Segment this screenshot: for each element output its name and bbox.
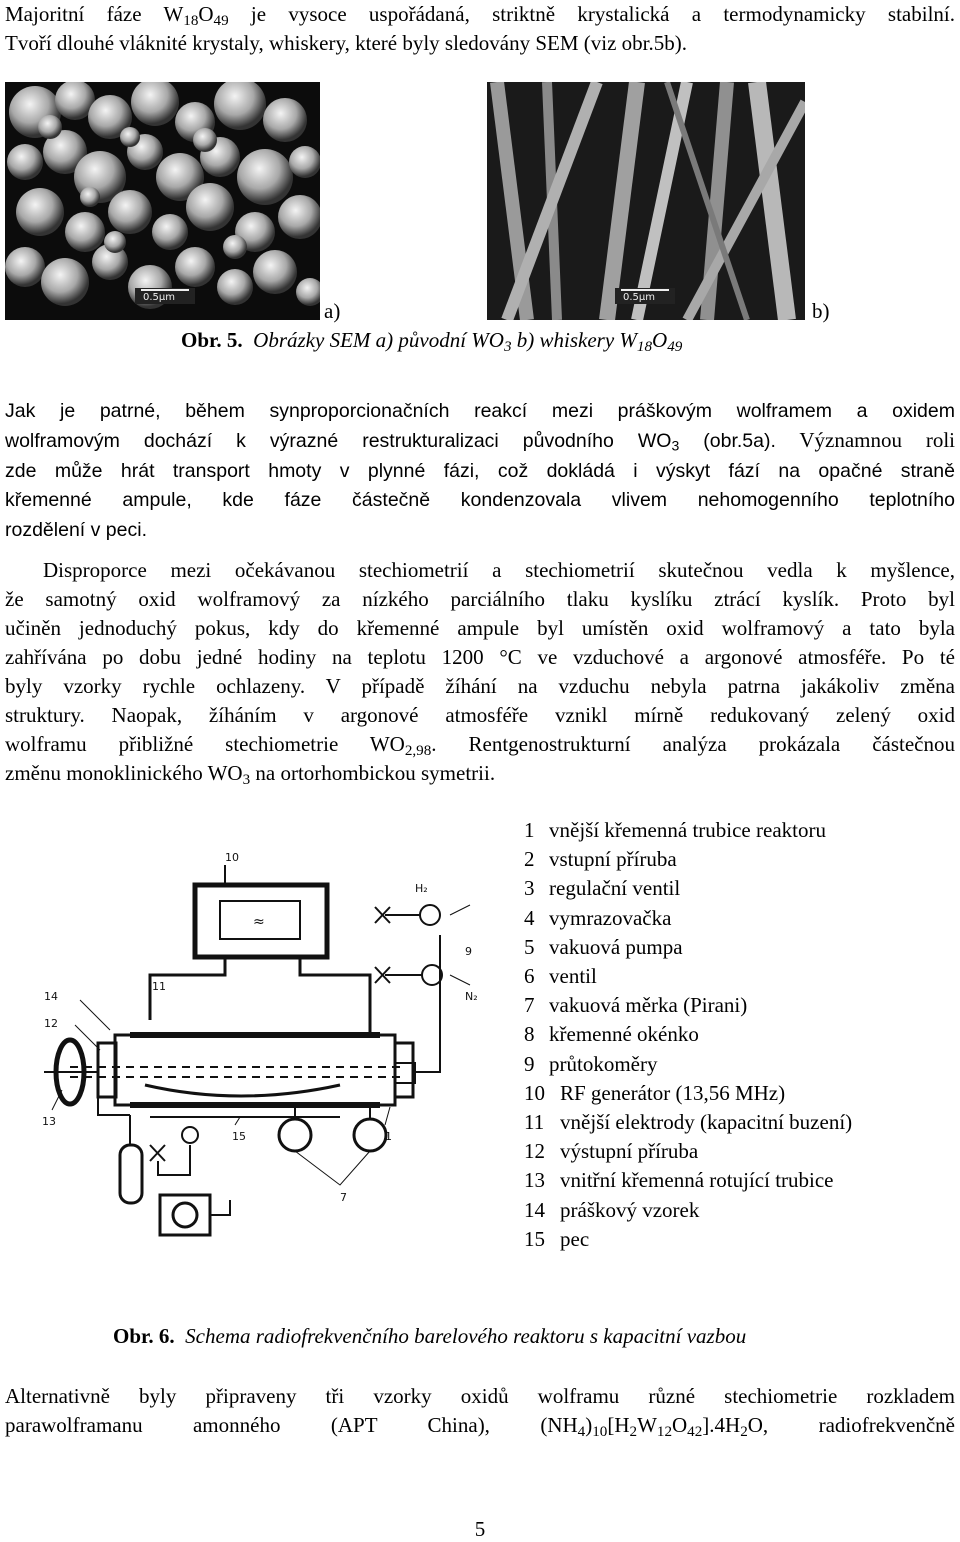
legend-number: 5 (524, 934, 535, 959)
reactor-schematic-drawing (40, 845, 510, 1245)
p2-line-2: že samotný oxid wolframový za nízkého parciálního tlaku kyslíku ztrácí kyslík. Proto byl (5, 587, 955, 611)
sem-image-a (5, 82, 320, 320)
legend-number: 8 (524, 1022, 535, 1047)
legend-text: regulační ventil (549, 876, 681, 901)
legend-item-6 (524, 962, 944, 991)
fig5-caption-number: Obr. 5. (181, 328, 243, 352)
legend-item-15 (524, 1225, 944, 1254)
p1-line-2: wolframovým dochází k výrazné restrukturalizaci původního $WO_3$ (obr.5a). Významnou roli (5, 428, 955, 454)
legend-item-1 (524, 816, 944, 845)
reactor-legend (524, 816, 944, 1254)
legend-number: 11 (524, 1110, 545, 1135)
intro-line-1: Majoritní fáze $W_{18}O_{49}$ je vysoce uspořádaná, striktně krystalická a termodynamicky stabilní. (5, 2, 955, 29)
scale-bar-b-label: 0.5μm (623, 292, 656, 303)
legend-text: vymrazovačka (549, 905, 672, 930)
legend-number: 6 (524, 964, 535, 989)
legend-text: vstupní příruba (549, 847, 677, 872)
legend-number: 14 (524, 1197, 545, 1222)
p2-line-7: wolframu přibližné stechiometrie $WO_{2,98}$. Rentgenostrukturní analýza prokázala částečnou (5, 732, 955, 759)
fig5-caption (181, 328, 682, 353)
paragraph-2 (5, 556, 955, 788)
diagram-label-13: 13 (42, 1115, 56, 1128)
legend-text: vnější křemenná trubice reaktoru (549, 818, 826, 842)
p1-line-5: rozdělení v peci. (5, 518, 147, 541)
legend-text: křemenné okénko (549, 1022, 699, 1047)
p1-line-3: zde může hrát transport hmoty v plynné fázi, což dokládá i výskyt fází na opačné straně (5, 459, 955, 482)
diagram-label-12: 12 (44, 1017, 58, 1030)
reactor-schematic (40, 845, 510, 1245)
legend-text: pec (560, 1226, 590, 1251)
diagram-label-1: 1 (385, 1130, 392, 1143)
legend-text: vnější elektrody (kapacitní buzení) (560, 1110, 853, 1135)
fig5-label-a: a) (324, 299, 341, 323)
sem-whiskers-graphic (487, 82, 805, 320)
paragraph-3 (5, 1382, 955, 1440)
diagram-label-10: 10 (225, 851, 239, 864)
p2-line-5: byly vzorky rychle ochlazeny. V případě žíhání na vzduchu nebyla patrna jakákoliv změna (5, 674, 955, 698)
legend-item-9 (524, 1050, 944, 1079)
legend-number: 2 (524, 847, 535, 872)
legend-number: 3 (524, 876, 535, 901)
p2-line-3: učiněn jednoduchý pokus, kdy do křemenné ampule byl umístěn oxid wolframový a tato byla (5, 616, 955, 640)
diagram-label-7: 7 (340, 1191, 347, 1204)
legend-number: 9 (524, 1051, 535, 1076)
p1-line-4: křemenné ampule, kde fáze částečně kondenzovala vlivem nehomogenního teplotního (5, 489, 955, 512)
fig6-caption-text: Schema radiofrekvenčního barelového reaktoru s kapacitní vazbou (185, 1324, 747, 1348)
p2-line-8: změnu monoklinického $WO_3$ na ortorhombickou symetrii. (5, 761, 496, 788)
legend-text: RF generátor (13,56 MHz) (560, 1080, 786, 1105)
legend-item-13 (524, 1166, 944, 1195)
p1-line-1: Jak je patrné, během synproporcionačních reakcí mezi práškovým wolframem a oxidem (5, 400, 955, 422)
legend-number: 1 (524, 818, 535, 842)
diagram-label-11: 11 (152, 980, 166, 993)
diagram-label-14: 14 (44, 990, 58, 1003)
legend-item-8 (524, 1020, 944, 1049)
legend-item-2 (524, 845, 944, 874)
fig6-caption-number: Obr. 6. (113, 1324, 175, 1348)
legend-number: 15 (524, 1226, 545, 1251)
legend-number: 12 (524, 1139, 545, 1164)
legend-text: průtokoměry (549, 1051, 658, 1076)
p3-line-2: parawolframanu amonného (APT China), $(NH_4)_{10}[H_2W_{12}O_{42}].4H_2O$, radiofrekvenčně (5, 1413, 955, 1440)
diagram-label-h2: H₂ (415, 882, 428, 895)
legend-text: vakuová měrka (Pirani) (549, 993, 748, 1018)
svg-text:≈: ≈ (253, 914, 265, 930)
diagram-label-9: 9 (465, 945, 472, 958)
legend-item-5 (524, 933, 944, 962)
diagram-label-n2: N₂ (465, 990, 478, 1003)
legend-item-12 (524, 1137, 944, 1166)
legend-text: ventil (549, 964, 597, 989)
legend-number: 13 (524, 1168, 545, 1193)
p2-line-1: Disproporce mezi očekávanou stechiometrií a stechiometrií skutečnou vedla k myšlence, (43, 558, 955, 582)
legend-text: výstupní příruba (560, 1139, 699, 1164)
legend-number: 4 (524, 905, 535, 930)
legend-text: vnitřní křemenná rotující trubice (560, 1168, 834, 1193)
legend-item-14 (524, 1196, 944, 1225)
paragraph-1 (5, 397, 955, 545)
intro-paragraph (5, 0, 955, 58)
legend-item-7 (524, 991, 944, 1020)
legend-item-10 (524, 1079, 944, 1108)
page-number: 5 (474, 1517, 486, 1541)
fig5-caption-text: Obrázky SEM a) původní $WO_3$ b) whiskery $W_{18}O_{49}$ (253, 328, 683, 355)
p3-line-1: Alternativně byly připraveny tři vzorky oxidů wolframu různé stechiometrie rozkladem (5, 1384, 955, 1408)
legend-text: vakuová pumpa (549, 934, 683, 959)
intro-line-2: Tvoří dlouhé vláknité krystaly, whiskery, které byly sledovány SEM (viz obr.5b). (5, 31, 687, 55)
fig5-label-b: b) (812, 299, 830, 323)
p2-line-4: zahřívána po dobu jedné hodiny na teplotu 1200 °C ve vzduchové a argonové atmosféře. Po té (5, 645, 955, 669)
legend-item-3 (524, 874, 944, 903)
legend-item-4 (524, 904, 944, 933)
sem-particles-graphic (5, 82, 320, 320)
fig6-caption (113, 1324, 746, 1349)
legend-number: 10 (524, 1080, 545, 1105)
scale-bar-a-label: 0.5μm (143, 292, 176, 303)
legend-text: práškový vzorek (560, 1197, 700, 1222)
diagram-label-15: 15 (232, 1130, 246, 1143)
legend-item-11 (524, 1108, 944, 1137)
p2-line-6: struktury. Naopak, žíháním v argonové atmosféře vznikl mírně redukovaný zelený oxid (5, 703, 955, 727)
legend-number: 7 (524, 993, 535, 1018)
sem-image-b (487, 82, 805, 320)
